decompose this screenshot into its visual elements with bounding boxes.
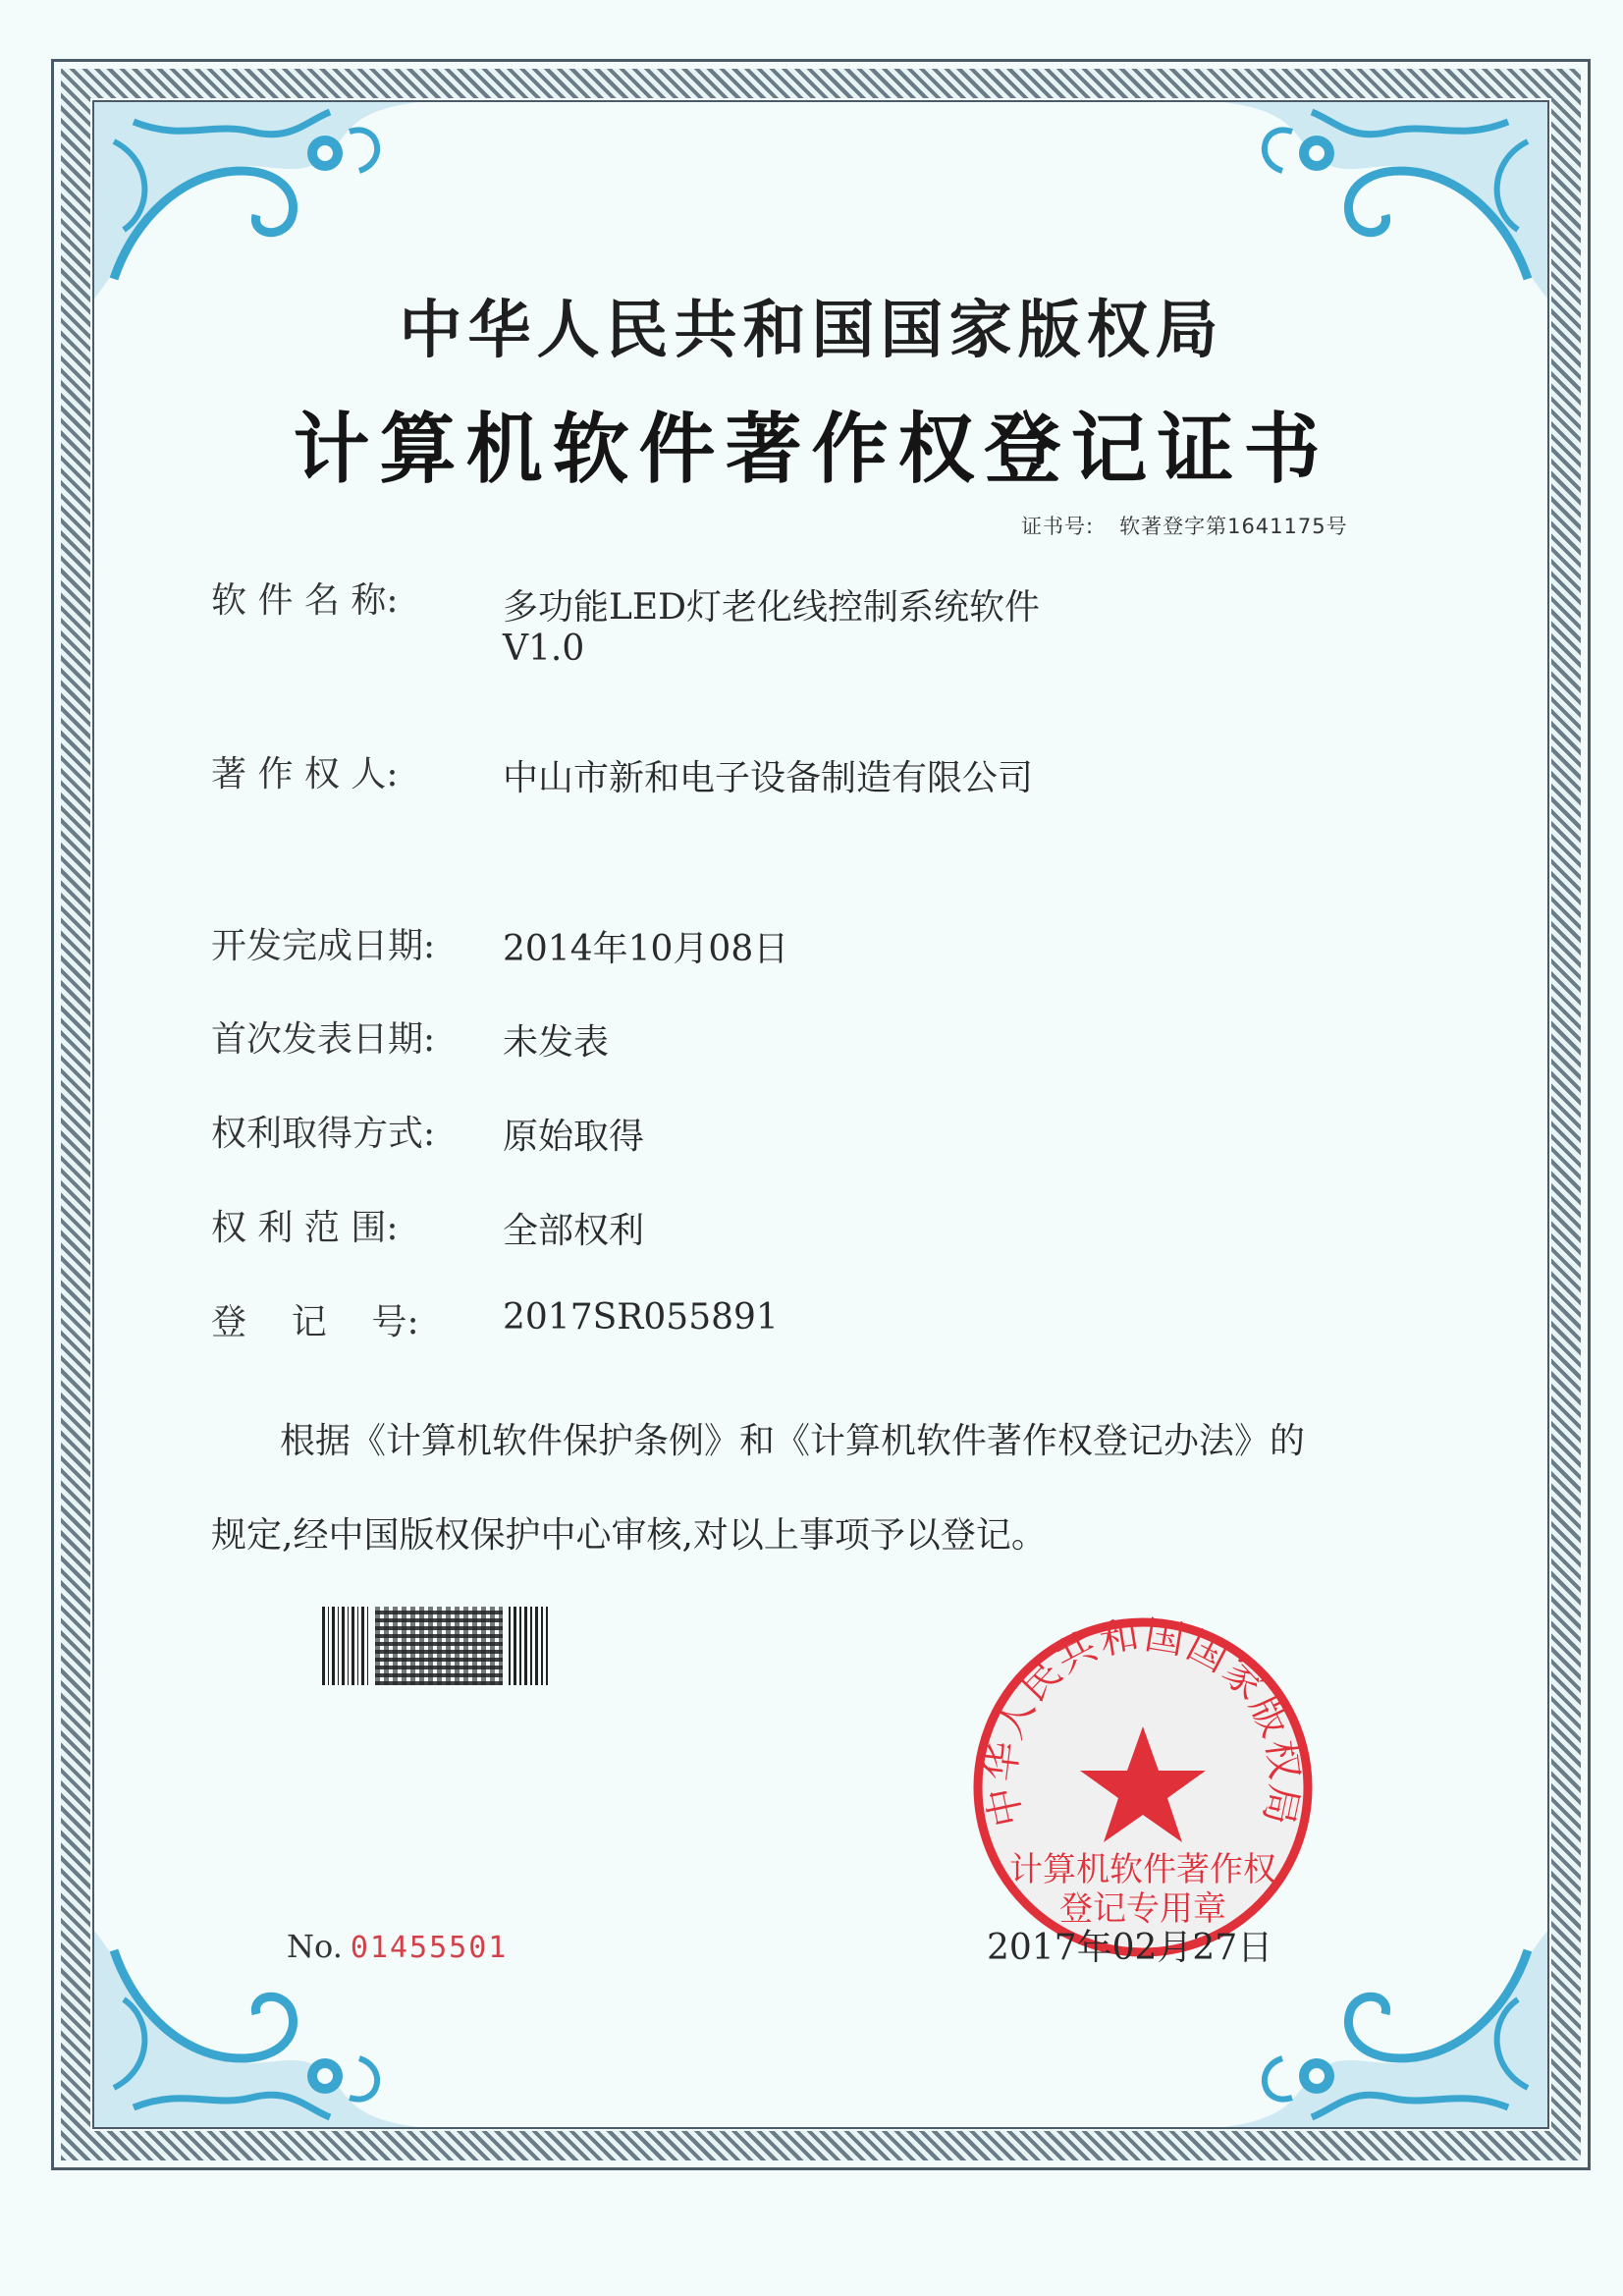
seal-line-2: 登记专用章 — [1059, 1889, 1226, 1929]
certificate-number — [1021, 511, 1348, 540]
issue-date: 2017年02月27日 — [987, 1928, 1273, 1968]
certificate-number-value: 软著登字第1641175号 — [1119, 515, 1348, 538]
statement-line-1: 根据《计算机软件保护条例》和《计算机软件著作权登记办法》的 — [280, 1421, 1306, 1461]
official-seal — [966, 1611, 1320, 1964]
corner-ornament-top-left — [94, 102, 418, 299]
field-value-registration-number: 2017SR055891 — [503, 1297, 779, 1338]
field-label-acquisition-method: 权利取得方式: — [211, 1114, 436, 1154]
field-value-software-version: V1.0 — [503, 629, 585, 669]
field-value-rights-scope: 全部权利 — [503, 1211, 645, 1251]
field-value-acquisition-method: 原始取得 — [503, 1117, 645, 1157]
statement-line-2: 规定,经中国版权保护中心审核,对以上事项予以登记。 — [211, 1515, 1047, 1556]
field-label-copyright-owner: 著 作 权 人: — [211, 754, 399, 794]
serial-label: No. — [287, 1928, 343, 1965]
field-value-completion-date: 2014年10月08日 — [503, 929, 789, 969]
field-value-first-publication: 未发表 — [503, 1022, 610, 1063]
serial-number — [287, 1928, 508, 1965]
field-value-software-name: 多功能LED灯老化线控制系统软件 — [503, 587, 1041, 628]
barcode-2d-code — [375, 1607, 503, 1685]
issuing-authority: 中华人民共和国国家版权局 — [399, 295, 1224, 367]
seal-line-1: 计算机软件著作权 — [1009, 1850, 1276, 1889]
seal-ring-text: 中华人民共和国国家版权局 — [978, 1613, 1308, 1831]
registration-statement — [211, 1394, 1448, 1583]
barcode-bars-left — [322, 1607, 369, 1685]
corner-ornament-top-right — [1223, 102, 1547, 299]
field-label-rights-scope: 权 利 范 围: — [211, 1208, 399, 1248]
barcode — [322, 1607, 548, 1685]
field-label-completion-date: 开发完成日期: — [211, 926, 436, 966]
field-value-copyright-owner: 中山市新和电子设备制造有限公司 — [503, 758, 1034, 798]
certificate-number-label: 证书号: — [1021, 515, 1095, 538]
certificate-title: 计算机软件著作权登记证书 — [293, 405, 1330, 494]
field-label-registration-number: 登 记 号: — [211, 1302, 419, 1342]
barcode-bars-right — [509, 1607, 548, 1685]
field-label-software-name: 软 件 名 称: — [211, 580, 399, 621]
field-label-first-publication: 首次发表日期: — [211, 1019, 436, 1060]
serial-value: 01455501 — [350, 1931, 509, 1965]
